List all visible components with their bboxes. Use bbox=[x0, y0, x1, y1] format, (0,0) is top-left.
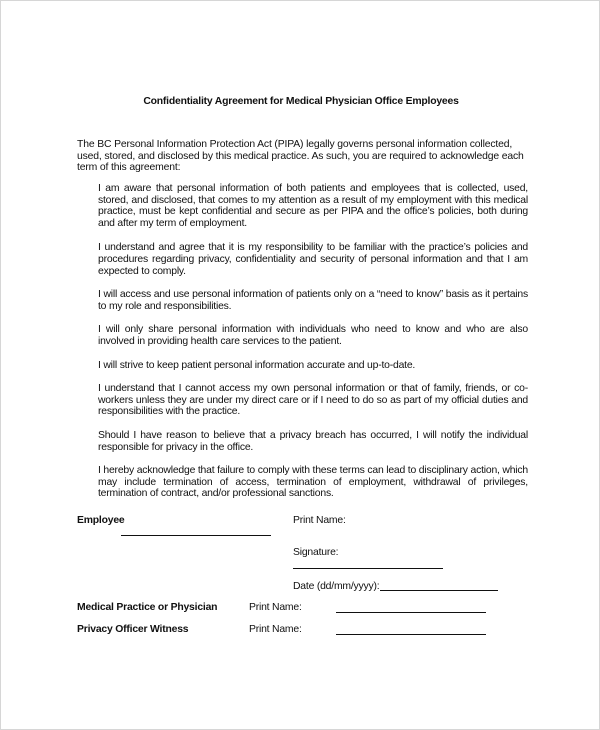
physician-print-name-line[interactable] bbox=[336, 612, 486, 613]
term-paragraph: I am aware that personal information of both patients and employees that is collected, used, stored, and disclosed, that comes to my attention as a result of my employment with this medical practice, must be kept confidential and secure as per PIPA and the office’s policies, both during and after my term of employment. bbox=[98, 183, 528, 229]
witness-print-name-line[interactable] bbox=[336, 634, 486, 635]
employee-print-name-label: Print Name: bbox=[293, 515, 346, 526]
witness-print-name-label: Print Name: bbox=[249, 624, 302, 635]
term-paragraph: I hereby acknowledge that failure to comply with these terms can lead to disciplinary action, which may include termination of access, termination of employment, withdrawal of privileges, termination of contract, and/or professional sanctions. bbox=[98, 465, 528, 500]
employee-section-label: Employee bbox=[77, 515, 125, 526]
term-paragraph: Should I have reason to believe that a privacy breach has occurred, I will notify the individual responsible for privacy in the office. bbox=[98, 429, 528, 453]
document-title: Confidentiality Agreement for Medical Physician Office Employees bbox=[143, 96, 459, 107]
employee-signature-line[interactable] bbox=[293, 568, 443, 569]
employee-date-label: Date (dd/mm/yyyy): bbox=[293, 581, 380, 592]
term-paragraph: I will access and use personal information of patients only on a “need to know” basis as it pertains to my role and responsibilities. bbox=[98, 289, 528, 312]
term-paragraph: I understand that I cannot access my own personal information or that of family, friends, or co-workers unless they are under my direct care or if I need to do so as part of my official duties and responsibilities with the practice. bbox=[98, 383, 528, 418]
term-paragraph: I understand and agree that it is my responsibility to be familiar with the practice’s policies and procedures regarding privacy, confidentiality and security of personal information and that I am expected to comply. bbox=[98, 242, 528, 277]
terms-list bbox=[98, 183, 528, 512]
employee-blank-line[interactable] bbox=[121, 535, 271, 536]
employee-date-line[interactable] bbox=[380, 590, 498, 591]
physician-print-name-label: Print Name: bbox=[249, 602, 302, 613]
witness-section-label: Privacy Officer Witness bbox=[77, 624, 189, 635]
term-paragraph: I will strive to keep patient personal information accurate and up-to-date. bbox=[98, 359, 416, 371]
physician-section-label: Medical Practice or Physician bbox=[77, 602, 218, 613]
term-paragraph: I will only share personal information with individuals who need to know and who are also involved in providing health care services to the patient. bbox=[98, 324, 528, 347]
employee-signature-label: Signature: bbox=[293, 547, 339, 558]
intro-paragraph: The BC Personal Information Protection Act (PIPA) legally governs personal information collected, used, stored, and disclosed by this medical practice. As such, you are required to acknowledge each term of this agreement: bbox=[77, 139, 524, 174]
